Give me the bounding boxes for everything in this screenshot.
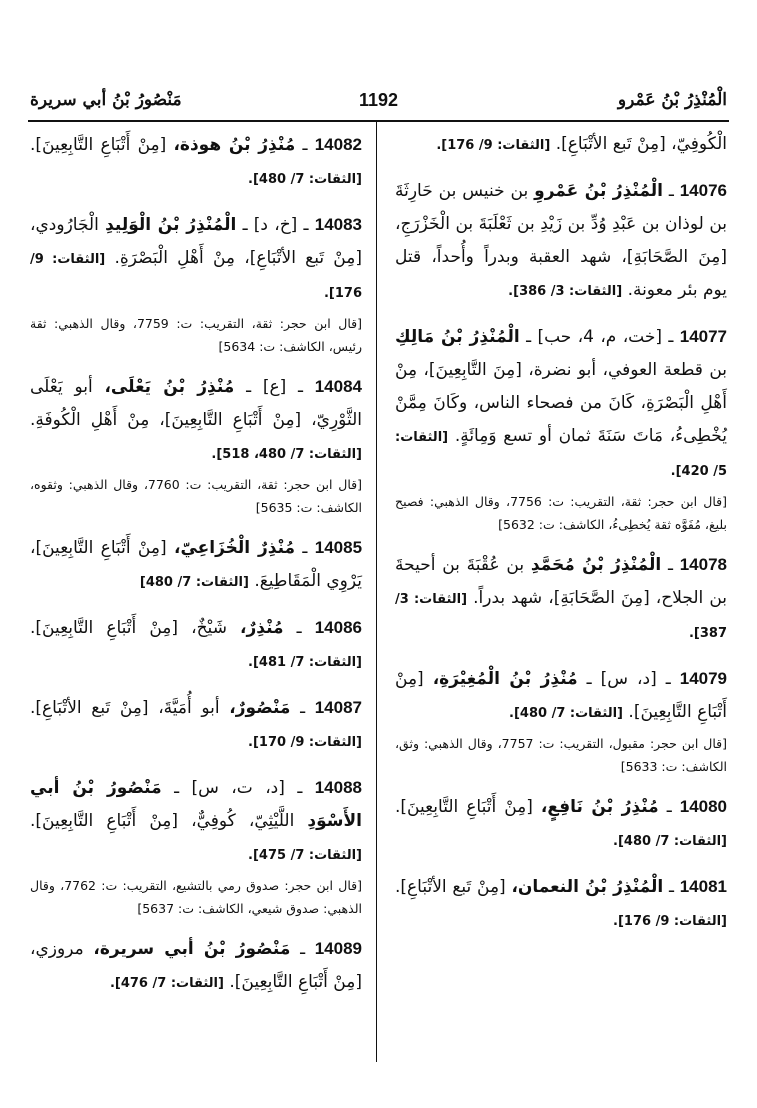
entry-source: [الثقات: 3/ 386]. — [508, 284, 623, 299]
entry-source: [الثقات: 5/ 420]. — [395, 430, 727, 479]
entry-name: مَنْصُورٌ، — [229, 698, 291, 718]
entry-body: اللَّيْثِيّ، كُوفِيٌّ، [مِنْ أَتْبَاعِ التَّابِعِينَ]. — [30, 811, 295, 831]
entry-source: [الثقات: 7/ 480]. — [613, 834, 727, 849]
entry-text: 14080 ـ مُنْذِرُ بْنُ نَافِعٍ، [مِنْ أَتْبَاعِ التَّابِعِينَ]. [الثقات: 7/ 480]. — [395, 797, 728, 849]
entry-source: [الثقات: 9/ 170]. — [248, 735, 362, 750]
entry-name: مُنْذِرُ بْنُ هوذة، — [173, 135, 296, 155]
page-header — [30, 90, 727, 118]
entry-body: بن خنيس بن حَارِثَةَ بن لوذان بن عَبْدِ وُدِّ بن زَيْدِ بن ثَعْلَبَةَ بن الْخَزْرَجِ، [مِنَ الصَّحَابَةِ]، شهد العقبة وبدراً وأُحداً، قتل يوم بئر معونة. — [395, 181, 727, 300]
page-number: 1192 — [358, 90, 399, 110]
entry-body: أبو يَعْلَى الثَّوْرِيّ، [مِنْ أَتْبَاعِ التَّابِعِينَ]، مِنْ أَهْلِ الْكُوفَةِ. — [30, 377, 362, 430]
entry-name: مُنْذِرُ بْنُ يَعْلَى، — [104, 377, 235, 397]
entry-number: 14082 — [314, 135, 362, 154]
entry-name: مُنْذِرُ بْنُ الْمُغِيْرَةِ، — [432, 669, 578, 689]
entry-body: [مِنْ أَتْبَاعِ التَّابِعِينَ]. — [395, 669, 727, 722]
entry-text: 14083 ـ [خ، د] ـ الْمُنْذِرُ بْنُ الْوَلِيدِ الْجَارُودي، [مِنْ تَبع الأتْبَاعِ]، مِنْ أَهْلِ الْبَصْرَةِ. [الثقات: 9/ 176]. — [30, 215, 363, 301]
entry-text: 14082 ـ مُنْذِرُ بْنُ هوذة، [مِنْ أَتْبَاعِ التَّابِعِينَ]. [الثقات: 7/ 480]. — [30, 135, 362, 187]
entry-body: بن عُقْبَةَ بن أحيحةَ بن الجلاح، [مِنَ الصَّحَابَةِ]، شهد بدراً. — [395, 555, 727, 608]
entry-text: 14087 ـ مَنْصُورٌ، أبو أُمَيَّةَ، [مِنْ تَبع الأتْبَاعِ]. [الثقات: 9/ 170]. — [30, 698, 362, 750]
entry-source: [الثقات: 7/ 480]. — [509, 706, 624, 721]
running-title-right: الْمُنْذِرُ بْنُ عَمْرو — [617, 90, 727, 110]
entry-body: [مِنْ أَتْبَاعِ التَّابِعِينَ]. — [30, 135, 167, 155]
biography-entry — [30, 932, 362, 1000]
entry-name: الْمُنْذِرُ بْنُ مُحَمَّدِ — [530, 555, 662, 575]
biography-entry — [395, 548, 727, 650]
entry-text: 14089 ـ مَنْصُورُ بْنُ أبي سريرة، مروزي، [مِنْ أَتْبَاعِ التَّابِعِينَ]. [الثقات: 7/ 476]. — [30, 939, 362, 992]
entry-source: [الثقات: 9/ 176]. — [30, 252, 362, 301]
entry-source: [الثقات: 7/ 476]. — [109, 976, 224, 991]
entry-number: 14083 — [314, 215, 363, 234]
entry-body: [مِنْ تَبع الأتْبَاعِ]. — [395, 877, 506, 897]
entry-text: 14081 ـ الْمُنْذِرُ بْنُ النعمان، [مِنْ تَبع الأتْبَاعِ]. [الثقات: 9/ 176]. — [395, 877, 727, 929]
entry-name: مُنْذِرٌ الْخُزَاعِيّ، — [173, 538, 296, 558]
biography-entry — [30, 611, 362, 679]
entry-body: شَيْخٌ، [مِنْ أَتْبَاعِ التَّابِعِينَ]. — [30, 618, 227, 638]
entry-source: [الثقات: 7/ 480]. — [248, 172, 362, 187]
entry-note: [قال ابن حجر: ثقة، التقريب: ت: 7756، وقال الذهبي: فصيح بليغ، مُفَوَّه ثقة يُخطِىءُ، الكاشف: ت: 5632] — [395, 494, 727, 532]
entry-note: [قال ابن حجر: مقبول، التقريب: ت: 7757، وقال الذهبي: وثق، الكاشف: ت: 5633] — [395, 736, 728, 774]
entry-number: 14084 — [314, 377, 362, 396]
entry-source: [الثقات: 7/ 480، 518]. — [211, 447, 362, 462]
entry-name: الْمُنْذِرُ بْنُ النعمان، — [511, 877, 664, 897]
entry-name: الْمُنْذِرُ بْنُ الْوَلِيدِ — [105, 215, 237, 235]
entry-name: الْمُنْذِرُ بْنُ عَمْروِ — [534, 181, 663, 201]
entry-body: الْجَارُودي، [مِنْ تَبع الأتْبَاعِ]، مِنْ أَهْلِ الْبَصْرَةِ. — [30, 215, 362, 268]
entry-tags: [خ، د] — [253, 215, 298, 235]
entry-tags: [د، س] — [600, 669, 657, 689]
entry-body: [مِنْ أَتْبَاعِ التَّابِعِينَ]. — [395, 797, 533, 817]
entry-text: 14084 ـ [ع] ـ مُنْذِرُ بْنُ يَعْلَى، أبو يَعْلَى الثَّوْرِيّ، [مِنْ أَتْبَاعِ التَّابِعِينَ]، مِنْ أَهْلِ الْكُوفَةِ. [الثقات: 7/ 480، 518]. — [30, 377, 362, 462]
entry-note: [قال ابن حجر: ثقة، التقريب: ت: 7759، وقال الذهبي: ثقة رئيس، الكاشف: ت: 5634] — [30, 316, 362, 354]
biography-entry — [30, 691, 362, 759]
entry-number: 14089 — [314, 939, 362, 958]
entry-body: أبو أُمَيَّةَ، [مِنْ تَبع الأتْبَاعِ]. — [30, 698, 220, 718]
entry-note: [قال ابن حجر: صدوق رمي بالتشيع، التقريب: ت: 7762، وقال الذهبي: صدوق شيعي، الكاشف: ت: 5637] — [30, 878, 362, 916]
entry-number: 14080 — [679, 797, 728, 816]
entry-number: 14081 — [679, 877, 727, 896]
entry-name: مُنْذِرُ بْنُ نَافِعٍ، — [540, 797, 659, 817]
entry-source: [الثقات: 9/ 176]. — [613, 914, 727, 929]
left-column — [30, 128, 362, 1012]
entry-number: 14088 — [314, 778, 362, 797]
entry-number: 14085 — [314, 538, 363, 557]
entry-text: 14076 ـ الْمُنْذِرُ بْنُ عَمْروِ بن خنيس بن حَارِثَةَ بن لوذان بن عَبْدِ وُدِّ بن زَيْدِ بن ثَعْلَبَةَ بن الْخَزْرَجِ، [مِنَ الصَّحَابَةِ]، شهد العقبة وبدراً وأُحداً، قتل يوم بئر معونة. [الثقات: 3/ 386]. — [395, 181, 727, 300]
entry-name: مَنْصُورُ بْنُ أبي سريرة، — [93, 939, 291, 959]
header-rule — [28, 120, 729, 122]
biography-entry — [30, 531, 362, 599]
entry-text: 14078 ـ الْمُنْذِرُ بْنُ مُحَمَّدِ بن عُقْبَةَ بن أحيحةَ بن الجلاح، [مِنَ الصَّحَابَةِ]، شهد بدراً. [الثقات: 3/ 387]. — [395, 555, 727, 641]
entry-text: 14079 ـ [د، س] ـ مُنْذِرُ بْنُ الْمُغِيْرَةِ، [مِنْ أَتْبَاعِ التَّابِعِينَ]. [الثقات: 7/ 480]. — [395, 669, 728, 722]
biography-entry — [30, 208, 362, 358]
biography-entry — [395, 320, 727, 536]
entry-text: 14085 ـ مُنْذِرٌ الْخُزَاعِيّ، [مِنْ أَتْبَاعِ التَّابِعِينَ]، يَرْوِي الْمَقَاطِيعَ. [الثقات: 7/ 480] — [30, 538, 363, 591]
biography-entry — [395, 128, 727, 162]
entry-name: مُنْذِرٌ، — [240, 618, 284, 638]
biography-entry — [395, 870, 727, 938]
entry-body: [مِنْ أَتْبَاعِ التَّابِعِينَ]، يَرْوِي الْمَقَاطِيعَ. — [30, 538, 362, 591]
entry-number: 14087 — [314, 698, 362, 717]
biography-entry — [395, 662, 727, 778]
entry-text: 14086 ـ مُنْذِرٌ، شَيْخٌ، [مِنْ أَتْبَاعِ التَّابِعِينَ]. [الثقات: 7/ 481]. — [30, 618, 362, 670]
entry-number: 14076 — [679, 181, 727, 200]
entry-source: [الثقات: 7/ 481]. — [248, 655, 362, 670]
entry-name: مَنْصُورُ بْنُ أبي الأَسْوَدِ — [30, 778, 362, 831]
entry-text: 14088 ـ [د، ت، س] ـ مَنْصُورُ بْنُ أبي الأَسْوَدِ اللَّيْثِيّ، كُوفِيٌّ، [مِنْ أَتْبَاعِ التَّابِعِينَ]. [الثقات: 7/ 475]. — [30, 778, 362, 863]
entry-note: [قال ابن حجر: ثقة، التقريب: ت: 7760، وقال الذهبي: وثقوه، الكاشف: ت: 5635] — [30, 477, 362, 515]
biography-entry — [395, 174, 727, 308]
column-divider — [376, 122, 377, 1062]
entry-number: 14079 — [679, 669, 728, 688]
entry-number: 14077 — [679, 327, 728, 346]
entry-tags: [ع] — [262, 377, 287, 397]
entry-body: مروزي، [مِنْ أَتْبَاعِ التَّابِعِينَ]. — [30, 939, 362, 992]
biography-entry — [30, 128, 362, 196]
entry-source: [الثقات: 3/ 387]. — [395, 592, 727, 641]
entry-number: 14078 — [679, 555, 727, 574]
entry-name: الْمُنْذِرُ بْنُ مَالِكِ — [395, 327, 520, 347]
entry-body: الْكُوفِيّ، [مِنْ تَبع الأتْبَاعِ]. — [555, 134, 727, 154]
entry-body: بن قطعة العوفي، أبو نضرة، [مِنَ التَّابِعِينَ]، مِنْ أَهْلِ الْبَصْرَةِ، كَانَ من فصحاء الناس، وكَانَ مِمَّنْ يُخْطِىءُ، مَاتَ سَنَةَ ثمان أو تسع وَمِائَةٍ. — [395, 360, 727, 446]
entry-number: 14086 — [314, 618, 362, 637]
entry-text — [395, 128, 727, 162]
entry-source: [الثقات: 7/ 475]. — [248, 848, 362, 863]
entry-source: [الثقات: 7/ 480] — [139, 575, 249, 590]
entry-source: [الثقات: 9/ 176]. — [436, 138, 551, 153]
entry-text: 14077 ـ [خت، م، 4، حب] ـ الْمُنْذِرُ بْنُ مَالِكِ بن قطعة العوفي، أبو نضرة، [مِنَ التَّابِعِينَ]، مِنْ أَهْلِ الْبَصْرَةِ، كَانَ من فصحاء الناس، وكَانَ مِمَّنْ يُخْطِىءُ، مَاتَ سَنَةَ ثمان أو تسع وَمِائَةٍ. [الثقات: 5/ 420]. — [395, 327, 728, 479]
right-column — [395, 128, 727, 950]
biography-entry — [30, 771, 362, 920]
running-title-left: مَنْصُورُ بْنُ أبي سريرة — [30, 90, 182, 110]
entry-tags: [خت، م، 4، حب] — [537, 327, 663, 347]
biography-entry — [30, 370, 362, 519]
entry-tags: [د، ت، س] — [191, 778, 285, 798]
biography-entry — [395, 790, 727, 858]
